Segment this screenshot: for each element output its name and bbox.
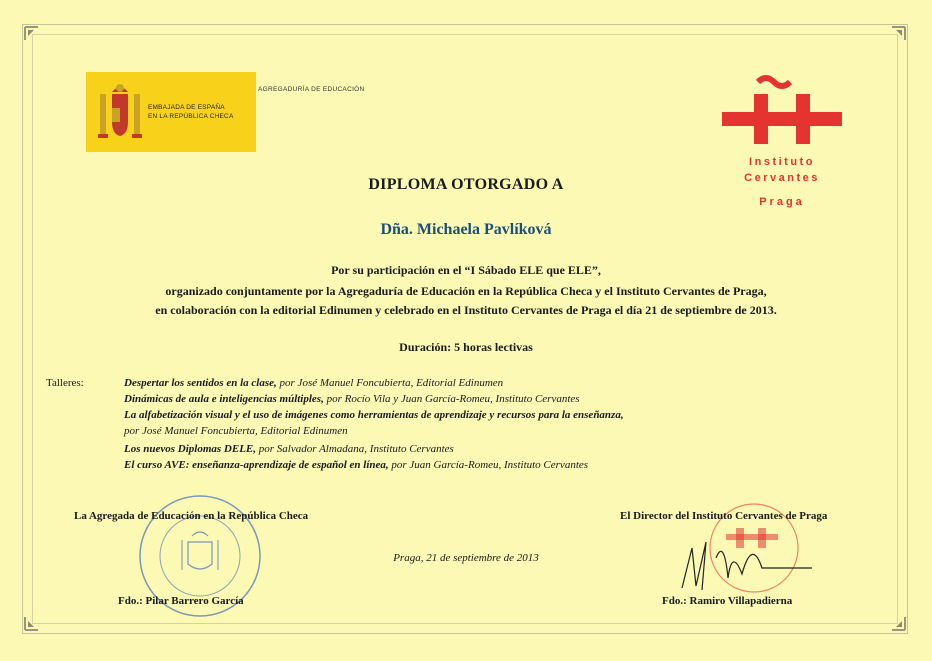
agregaduria-label: AGREGADURÍA DE EDUCACIÓN xyxy=(258,86,365,93)
paragraph-line-2: organizado conjuntamente por la Agregaduría de Educación en la República Checa y el Instituto Cervantes de Praga, xyxy=(165,284,767,298)
diploma-title: DIPLOMA OTORGADO A xyxy=(368,176,564,193)
taller-item: Dinámicas de aula e inteligencias múltiples, por Rocío Vila y Juan García-Romeu, Instituto Cervantes xyxy=(124,393,580,405)
talleres-label: Talleres: xyxy=(46,377,84,389)
taller-item: por José Manuel Foncubierta, Editorial Edinumen xyxy=(124,425,348,437)
taller-item: Los nuevos Diplomas DELE, por Salvador Almadana, Instituto Cervantes xyxy=(124,443,454,455)
right-signatory-name: Fdo.: Ramiro Villapadierna xyxy=(662,595,793,607)
recipient-name: Dña. Michaela Pavlíková xyxy=(380,221,552,238)
corner-ornament-top-right xyxy=(890,26,906,42)
embassy-line2: EN LA REPÚBLICA CHECA xyxy=(148,113,234,120)
taller-item: El curso AVE: enseñanza-aprendizaje de español en línea, por Juan García-Romeu, Instituto Cervantes xyxy=(124,459,589,471)
left-signatory-title: La Agregada de Educación en la República Checa xyxy=(74,510,309,522)
embassy-line1: EMBAJADA DE ESPAÑA xyxy=(148,104,225,111)
place-date: Praga, 21 de septiembre de 2013 xyxy=(393,552,539,564)
paragraph-line-3: en colaboración con la editorial Edinumen y celebrado en el Instituto Cervantes de Praga el día 21 de septiembre de 2013. xyxy=(155,303,777,317)
taller-item: Despertar los sentidos en la clase, por José Manuel Foncubierta, Editorial Edinumen xyxy=(124,377,504,389)
taller-item: La alfabetización visual y el uso de imágenes como herramientas de aprendizaje y recursos para la enseñanza, xyxy=(124,409,624,421)
embassy-logo xyxy=(86,72,256,152)
paragraph-line-1: Por su participación en el “I Sábado ELE que ELE”, xyxy=(331,263,601,277)
cervantes-line3: Praga xyxy=(759,196,805,208)
cervantes-logo-icon xyxy=(720,72,844,148)
duration: Duración: 5 horas lectivas xyxy=(399,340,533,354)
corner-ornament-bottom-right xyxy=(890,615,906,631)
coat-of-arms-icon xyxy=(90,72,150,152)
left-signatory-name: Fdo.: Pilar Barrero García xyxy=(118,595,244,607)
corner-ornament-top-left xyxy=(24,26,40,42)
corner-ornament-bottom-left xyxy=(24,615,40,631)
right-signatory-title: El Director del Instituto Cervantes de Praga xyxy=(620,510,828,522)
cervantes-line1: Instituto xyxy=(749,156,815,168)
cervantes-line2: Cervantes xyxy=(744,172,820,184)
